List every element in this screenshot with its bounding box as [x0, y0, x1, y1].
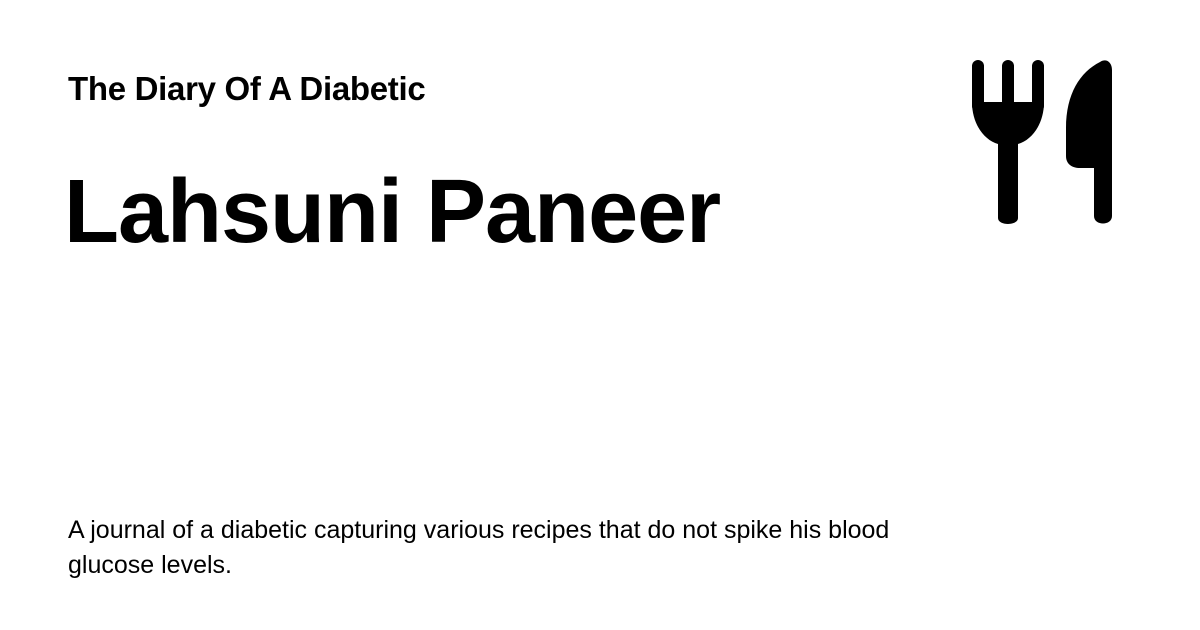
- knife-icon: [1066, 60, 1112, 223]
- post-title: Lahsuni Paneer: [64, 162, 721, 262]
- fork-knife-icon: [970, 58, 1120, 226]
- site-name: The Diary Of A Diabetic: [68, 70, 426, 107]
- fork-icon: [972, 60, 1044, 224]
- post-description: A journal of a diabetic capturing various recipes that do not spike his blood glucose levels.: [68, 516, 890, 579]
